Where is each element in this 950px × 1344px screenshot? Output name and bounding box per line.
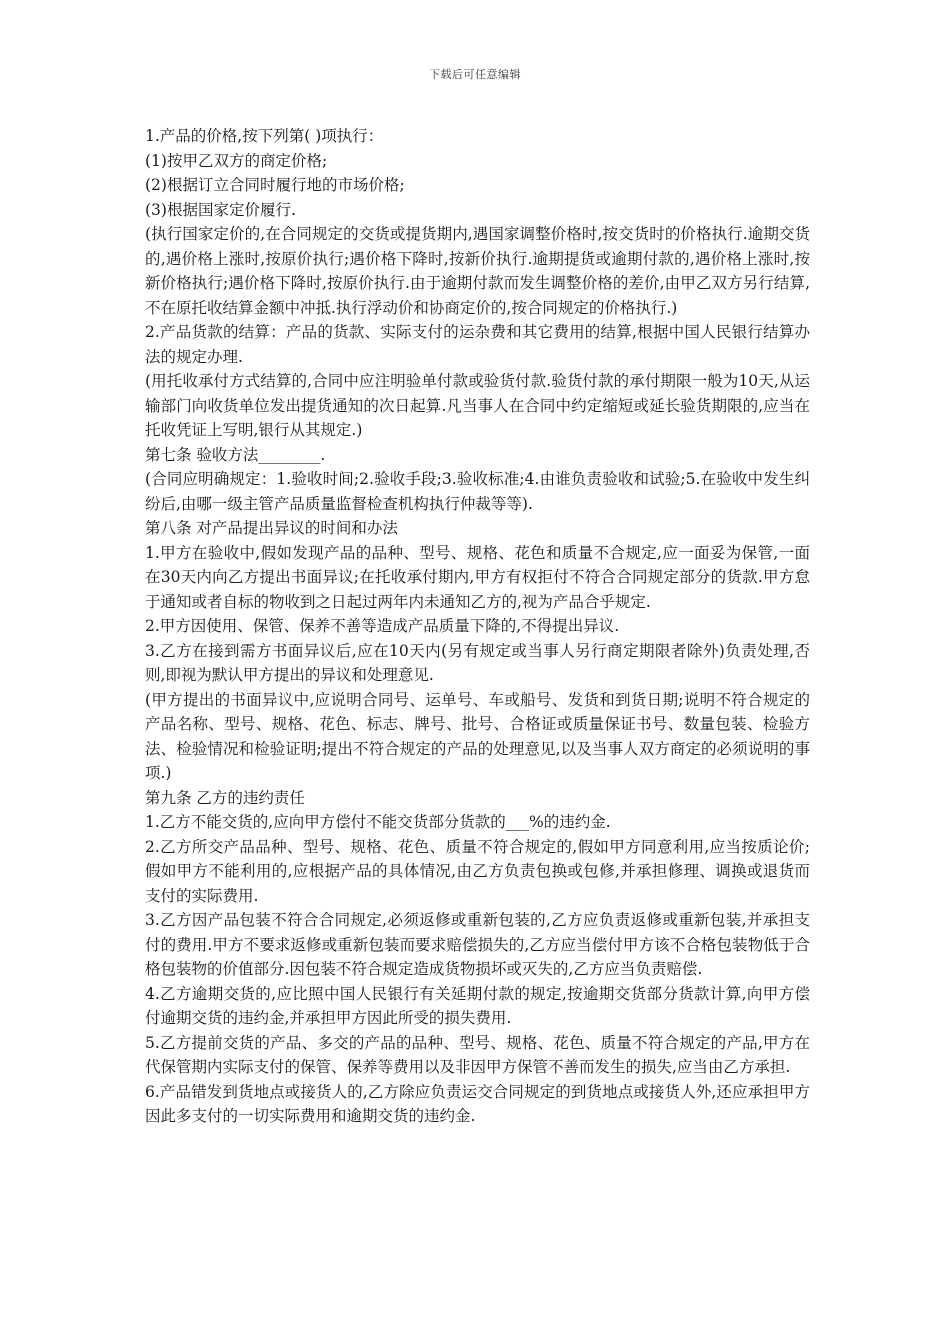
paragraph: 3.乙方在接到需方书面异议后,应在10天内(另有规定或当事人另行商定期限者除外)负责处理,否则,即视为默认甲方提出的异议和处理意见. [145,641,810,684]
section-heading: 第八条 对产品提出异议的时间和办法 [145,519,398,537]
page-header-note: 下载后可任意编辑 [429,68,521,81]
section-heading: 第七条 验收方法________. [145,445,326,464]
paragraph: 2.乙方所交产品品种、型号、规格、花色、质量不符合规定的,假如甲方同意利用,应当按质论价;假如甲方不能利用的,应根据产品的具体情况,由乙方负责包换或包修,并承担修理、调换或退货而支付的实际费用. [145,837,810,905]
document-body [145,124,810,1129]
paragraph: 2.产品货款的结算：产品的货款、实际支付的运杂费和其它费用的结算,根据中国人民银行结算办法的规定办理. [145,323,810,366]
paragraph: 1.乙方不能交货的,应向甲方偿付不能交货部分货款的___%的违约金. [145,813,611,831]
paragraph: 1.甲方在验收中,假如发现产品的品种、型号、规格、花色和质量不合规定,应一面妥为保管,一面在30天内向乙方提出书面异议;在托收承付期内,甲方有权拒付不符合合同规定部分的货款.甲方怠于通知或者自标的物收到之日起过两年内未通知乙方的,视为产品合乎规定. [145,543,810,611]
paragraph: (2)根据订立合同时履行地的市场价格; [145,176,405,194]
paragraph: (甲方提出的书面异议中,应说明合同号、运单号、车或船号、发货和到货日期;说明不符合规定的产品名称、型号、规格、花色、标志、牌号、批号、合格证或质量保证书号、数量包装、检验方法、检验情况和检验证明;提出不符合规定的产品的处理意见,以及当事人双方商定的必须说明的事项.) [145,690,810,782]
section-heading: 第九条 乙方的违约责任 [145,788,305,807]
paragraph: (用托收承付方式结算的,合同中应注明验单付款或验货付款.验货付款的承付期限一般为10天,从运输部门向收货单位发出提货通知的次日起算.凡当事人在合同中约定缩短或延长验货期限的,应当在托收凭证上写明,银行从其规定.) [145,372,810,439]
paragraph: (合同应明确规定：1.验收时间;2.验收手段;3.验收标准;4.由谁负责验收和试验;5.在验收中发生纠纷后,由哪一级主管产品质量监督检查机构执行仲裁等等). [145,470,810,513]
paragraph: 3.乙方因产品包装不符合合同规定,必须返修或重新包装的,乙方应负责返修或重新包装,并承担支付的费用.甲方不要求返修或重新包装而要求赔偿损失的,乙方应当偿付甲方该不合格包装物低于合格包装物的价值部分.因包装不符合规定造成货物损坏或灭失的,乙方应当负责赔偿. [145,911,810,978]
paragraph: 6.产品错发到货地点或接货人的,乙方除应负责运交合同规定的到货地点或接货人外,还应承担甲方因此多支付的一切实际费用和逾期交货的违约金. [145,1082,810,1125]
paragraph: (1)按甲乙双方的商定价格; [145,151,328,170]
paragraph: (执行国家定价的,在合同规定的交货或提货期内,遇国家调整价格时,按交货时的价格执行.逾期交货的,遇价格上涨时,按原价执行;遇价格下降时,按新价执行.逾期提货或逾期付款的,遇价格上涨时,按新价格执行;遇价格下降时,按原价执行.由于逾期付款而发生调整价格的差价,由甲乙双方另行结算,不在原托收结算金额中冲抵.执行浮动价和协商定价的,按合同规定的价格执行.) [145,225,810,317]
paragraph: 1.产品的价格,按下列第( )项执行： [145,127,384,145]
paragraph: (3)根据国家定价履行. [145,200,296,219]
paragraph: 5.乙方提前交货的产品、多交的产品的品种、型号、规格、花色、质量不符合规定的产品,甲方在代保管期内实际支付的保管、保养等费用以及非因甲方保管不善而发生的损失,应当由乙方承担. [145,1033,810,1076]
paragraph: 4.乙方逾期交货的,应比照中国人民银行有关延期付款的规定,按逾期交货部分货款计算,向甲方偿付逾期交货的违约金,并承担甲方因此所受的损失费用. [145,984,810,1027]
paragraph: 2.甲方因使用、保管、保养不善等造成产品质量下降的,不得提出异议. [145,617,620,635]
